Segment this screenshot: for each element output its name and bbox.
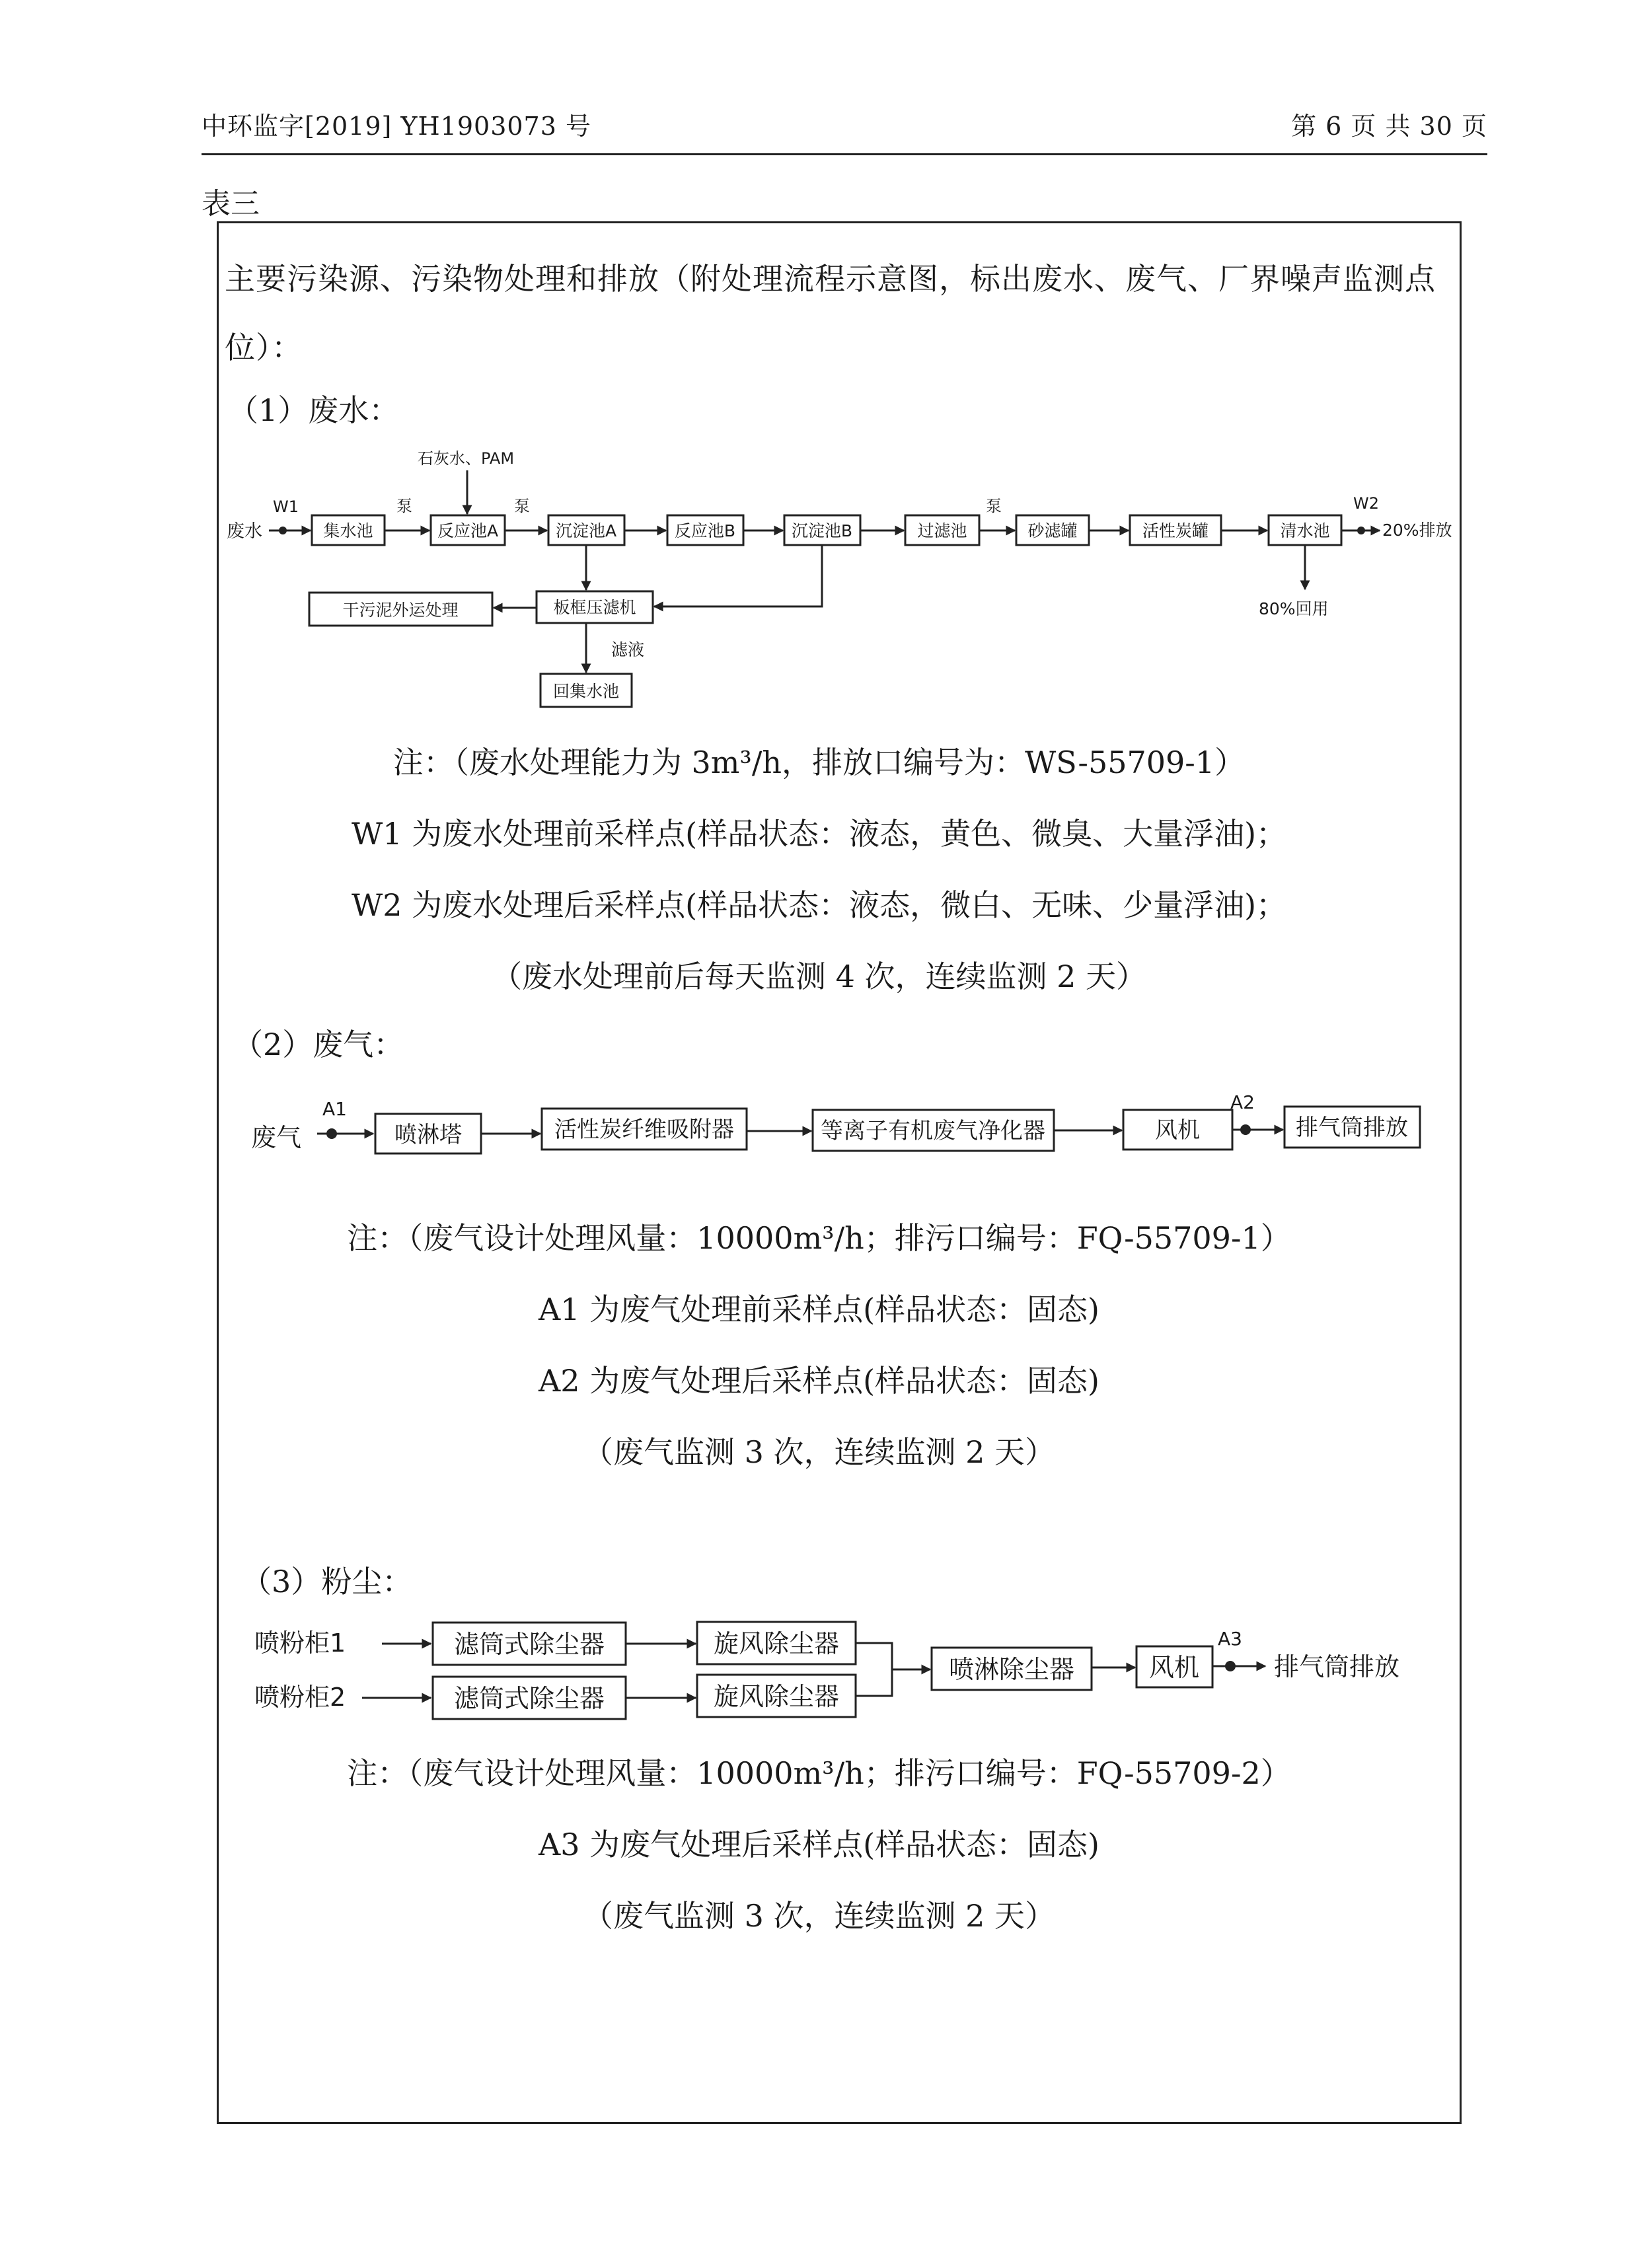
page-info: 第 6 页 共 30 页 (1291, 112, 1487, 141)
ww-node-filter-press-label: 板框压滤机 (553, 598, 636, 617)
ww-node-filter-pool-label: 过滤池 (917, 521, 967, 540)
ww-reuse: 80%回用 (1259, 599, 1329, 618)
dust-node-cyclone-2-label: 旋风除尘器 (713, 1682, 840, 1711)
ww-node-settling-b-label: 沉淀池B (791, 521, 853, 540)
ww-node-reaction-b-label: 反应池B (674, 521, 736, 540)
ww-node-clear-water-label: 清水池 (1280, 521, 1330, 540)
table-label: 表三 (202, 187, 260, 221)
ww-pump-3: 泵 (986, 497, 1002, 515)
dust-node-cartridge-1-label: 滤筒式除尘器 (453, 1630, 605, 1659)
ex-node-carbon-fiber-label: 活性炭纤维吸附器 (554, 1116, 734, 1143)
ww-node-collection-label: 集水池 (323, 521, 373, 540)
ww-source: 废水 (227, 521, 262, 542)
wastewater-flow (227, 449, 1452, 707)
ww-w2-label: W2 (1353, 494, 1379, 513)
ex-source: 废气 (251, 1123, 302, 1152)
ww-note-2: W1 为废水处理前采样点(样品状态：液态，黄色、微臭、大量浮油)； (351, 816, 1287, 852)
dust-node-cyclone-1-label: 旋风除尘器 (713, 1629, 840, 1658)
dust-title: （3）粉尘： (241, 1564, 413, 1599)
ww-w2-point (1357, 527, 1365, 534)
dust-flow (254, 1622, 1399, 1719)
dust-node-cartridge-2-label: 滤筒式除尘器 (453, 1684, 605, 1713)
ww-node-sludge-label: 干污泥外运处理 (342, 601, 459, 620)
document-number: 中环监字[2019] YH1903073 号 (202, 112, 591, 141)
wastewater-title: （1）废水： (228, 392, 400, 428)
ex-note-3: A2 为废气处理后采样点(样品状态：固态) (538, 1363, 1099, 1399)
exhaust-flow (251, 1091, 1420, 1153)
ww-node-reaction-a-label: 反应池A (437, 521, 499, 540)
ww-node-carbon-tank-label: 活性炭罐 (1142, 521, 1209, 540)
ex-node-plasma-label: 等离子有机废气净化器 (821, 1118, 1045, 1144)
ww-node-sand-filter-label: 砂滤罐 (1027, 521, 1078, 540)
ww-discharge: 20%排放 (1382, 521, 1452, 540)
ex-node-stack-label: 排气筒排放 (1296, 1115, 1408, 1141)
dust-output: 排气筒排放 (1274, 1652, 1400, 1681)
dust-node-spray-label: 喷淋除尘器 (948, 1655, 1075, 1684)
ww-reagent: 石灰水、PAM (418, 449, 515, 468)
ww-note-1: 注：（废水处理能力为 3m³/h，排放口编号为：WS-55709-1） (392, 745, 1246, 780)
dust-note-2: A3 为废气处理后采样点(样品状态：固态) (538, 1827, 1099, 1862)
intro-paragraph: 主要污染源、污染物处理和排放（附处理流程示意图，标出废水、废气、厂界噪声监测点位）： (225, 261, 1436, 365)
ww-filtrate: 滤液 (611, 640, 645, 659)
dust-source-2: 喷粉柜2 (254, 1683, 346, 1712)
ex-note-4: （废气监测 3 次，连续监测 2 天） (582, 1434, 1056, 1470)
dust-source-1: 喷粉柜1 (254, 1628, 346, 1658)
ww-w1-label: W1 (273, 497, 299, 516)
ex-node-spray-tower-label: 喷淋塔 (394, 1122, 462, 1148)
ww-node-settling-a-label: 沉淀池A (555, 521, 617, 540)
ex-a2-point (1240, 1124, 1251, 1135)
ex-node-fan-label: 风机 (1155, 1117, 1200, 1144)
dust-node-fan-label: 风机 (1148, 1653, 1200, 1682)
ex-note-2: A1 为废气处理前采样点(样品状态：固态) (538, 1292, 1099, 1327)
ex-a1-label: A1 (322, 1098, 347, 1120)
dust-a3-point (1225, 1661, 1236, 1671)
ww-pump-2: 泵 (514, 497, 530, 515)
dust-note-1: 注：（废气设计处理风量：10000m³/h；排污口编号：FQ-55709-2） (347, 1755, 1291, 1791)
dust-note-3: （废气监测 3 次，连续监测 2 天） (582, 1898, 1056, 1934)
ex-note-1: 注：（废气设计处理风量：10000m³/h；排污口编号：FQ-55709-1） (347, 1220, 1291, 1256)
ww-note-3: W2 为废水处理后采样点(样品状态：液态，微白、无味、少量浮油)； (351, 887, 1287, 923)
ww-note-4: （废水处理前后每天监测 4 次，连续监测 2 天） (491, 959, 1147, 994)
ww-node-return-label: 回集水池 (552, 682, 620, 701)
exhaust-title: （2）废气： (233, 1027, 404, 1062)
dust-a3-label: A3 (1218, 1628, 1242, 1650)
ww-pump-1: 泵 (396, 497, 412, 515)
ex-a2-label: A2 (1230, 1091, 1255, 1113)
